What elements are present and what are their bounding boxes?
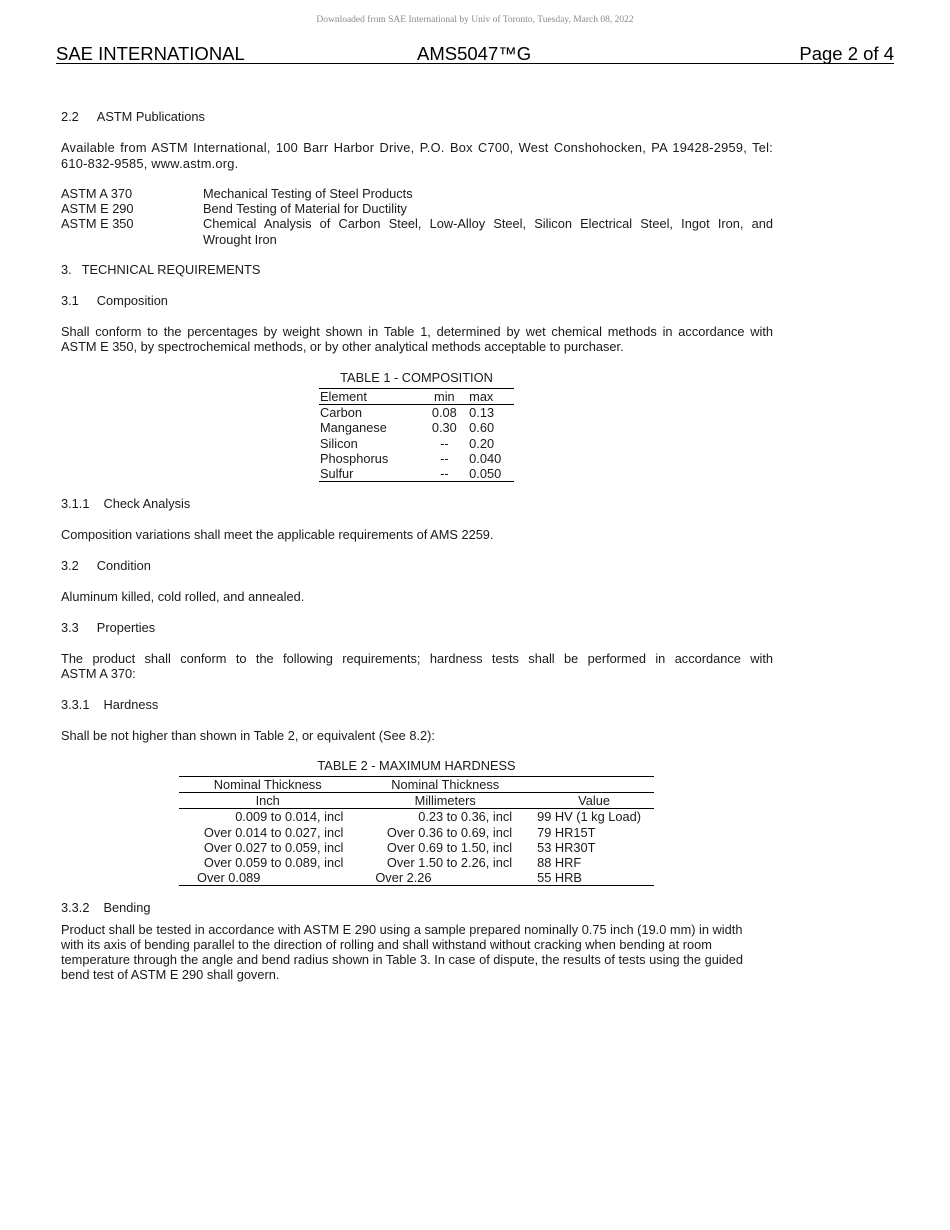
ref-title: Bend Testing of Material for Ductility [203, 201, 407, 216]
table-cell: 0.30 [431, 420, 457, 436]
table-cell: Over 0.059 to 0.089, incl [203, 855, 344, 871]
column-header [534, 777, 654, 793]
header-page-number: Page 2 of 4 [799, 43, 894, 64]
section-3-3-1-body: Shall be not higher than shown in Table 2, or equivalent (See 8.2): [61, 728, 435, 743]
table-row [319, 420, 514, 435]
section-3-3-2-body-line: with its axis of bending parallel to the direction of rolling and shall withstand without cracking when bending at room [61, 937, 712, 952]
column-header: Nominal Thickness [179, 777, 356, 793]
section-number: 3.3.2 [61, 900, 90, 915]
table-cell: Over 0.69 to 1.50, incl [386, 839, 513, 855]
section-3-heading [61, 262, 260, 277]
header-doc-id: AMS5047™G [417, 43, 532, 64]
ref-code: ASTM E 350 [61, 216, 134, 231]
table-cell: -- [440, 435, 449, 451]
section-title: TECHNICAL REQUIREMENTS [81, 262, 261, 277]
section-number: 3.1.1 [61, 496, 90, 511]
table-cell: 88 HRF [537, 855, 582, 871]
table-cell: Over 1.50 to 2.26, incl [386, 855, 513, 871]
table-cell: 0.23 to 0.36, incl [418, 809, 513, 825]
table-row [319, 451, 514, 466]
table-cell: Over 2.26 [375, 870, 432, 886]
section-2-2-body: Available from ASTM International, 100 Barr Harbor Drive, P.O. Box C700, West Conshohocken, PA 19428-2959, Tel: 610-832-9585, www.astm.org. [61, 140, 773, 171]
column-header: Millimeters [356, 793, 534, 809]
table-row [319, 436, 514, 451]
table-cell: Over 0.089 [197, 870, 261, 886]
header-org: SAE INTERNATIONAL [56, 43, 245, 64]
section-number: 2.2 [61, 109, 79, 124]
table-cell: 79 HR15T [537, 824, 596, 840]
section-number: 3.3 [61, 620, 79, 635]
column-header: max [469, 389, 514, 405]
table-header-row [179, 793, 654, 809]
download-watermark: Downloaded from SAE International by Univ of Toronto, Tuesday, March 08, 2022 [316, 15, 634, 25]
table-header-row [319, 389, 514, 405]
table-cell: 53 HR30T [537, 839, 596, 855]
table-cell: 0.009 to 0.014, incl [235, 809, 344, 825]
table-row [179, 825, 654, 840]
table-cell: Over 0.014 to 0.027, incl [203, 824, 344, 840]
table-cell: Phosphorus [320, 450, 389, 466]
table-cell: Silicon [320, 435, 358, 451]
ref-title: Mechanical Testing of Steel Products [203, 186, 413, 201]
table-2-caption: TABLE 2 - MAXIMUM HARDNESS [317, 758, 516, 773]
section-3-2-heading [61, 558, 151, 573]
table-row [319, 466, 514, 482]
section-title: Composition [96, 293, 168, 308]
table-cell: 0.050 [469, 466, 502, 482]
section-3-1-heading [61, 293, 168, 308]
table-cell: Over 0.027 to 0.059, incl [203, 839, 344, 855]
table-2-maximum-hardness [179, 776, 654, 886]
table-header-row [179, 777, 654, 793]
ref-code: ASTM A 370 [61, 186, 133, 201]
ref-code: ASTM E 290 [61, 201, 134, 216]
table-cell: Sulfur [320, 466, 354, 482]
table-row [319, 405, 514, 421]
section-3-3-2-body-line: temperature through the angle and bend radius shown in Table 3. In case of dispute, the results of tests using the guided [61, 952, 744, 967]
table-row [179, 840, 654, 855]
column-header: Inch [179, 793, 356, 809]
section-number: 3.3.1 [61, 697, 90, 712]
section-title: Condition [96, 558, 151, 573]
table-cell: Over 0.36 to 0.69, incl [386, 824, 513, 840]
section-number: 3.2 [61, 558, 79, 573]
section-title: Bending [103, 900, 151, 915]
column-header: min [420, 389, 470, 405]
section-3-1-1-heading [61, 496, 190, 511]
section-3-1-1-body: Composition variations shall meet the applicable requirements of AMS 2259. [61, 527, 494, 542]
table-cell: 0.040 [469, 450, 502, 466]
table-cell: 55 HRB [537, 870, 582, 886]
table-cell: 0.08 [431, 405, 457, 421]
table-cell: -- [440, 466, 449, 482]
table-1-composition [319, 388, 514, 482]
section-number: 3.1 [61, 293, 79, 308]
section-3-2-body: Aluminum killed, cold rolled, and annealed. [61, 589, 305, 604]
table-cell: -- [440, 450, 449, 466]
section-title: Properties [96, 620, 156, 635]
column-header: Nominal Thickness [356, 777, 534, 793]
table-cell: 0.13 [469, 405, 495, 421]
section-3-1-body: Shall conform to the percentages by weight shown in Table 1, determined by wet chemical methods in accordance with [61, 324, 773, 339]
table-cell: 0.60 [469, 420, 495, 436]
column-header: Value [534, 793, 654, 809]
section-3-3-2-heading [61, 900, 150, 915]
section-number: 3. [61, 262, 72, 277]
table-cell: 99 HV (1 kg Load) [537, 809, 641, 825]
section-title: Check Analysis [103, 496, 191, 511]
table-row [179, 855, 654, 870]
table-row [179, 870, 654, 886]
header-rule [56, 63, 894, 64]
section-3-3-2-body-line: bend test of ASTM E 290 shall govern. [61, 967, 280, 982]
table-1-caption: TABLE 1 - COMPOSITION [340, 370, 493, 385]
ref-title-continued: Wrought Iron [203, 232, 277, 247]
column-header: Element [319, 389, 420, 405]
table-cell: 0.20 [469, 435, 495, 451]
section-3-3-body: The product shall conform to the following requirements; hardness tests shall be performed in accordance with [61, 651, 773, 666]
table-cell: Manganese [320, 420, 387, 436]
section-title: Hardness [103, 697, 159, 712]
table-cell: Carbon [320, 405, 362, 421]
section-title: ASTM Publications [96, 109, 205, 124]
section-3-3-heading [61, 620, 155, 635]
ref-title: Chemical Analysis of Carbon Steel, Low-Alloy Steel, Silicon Electrical Steel, Ingot Iron, and [203, 216, 773, 231]
section-3-1-body-continued: ASTM E 350, by spectrochemical methods, or by other analytical methods acceptable to purchaser. [61, 339, 624, 354]
section-2-2-heading [61, 109, 205, 124]
section-3-3-body-continued: ASTM A 370: [61, 666, 136, 681]
section-3-3-2-body-line: Product shall be tested in accordance with ASTM E 290 using a sample prepared nominally 0.75 inch (19.0 mm) in width [61, 922, 743, 937]
table-row [179, 809, 654, 825]
section-3-3-1-heading [61, 697, 158, 712]
